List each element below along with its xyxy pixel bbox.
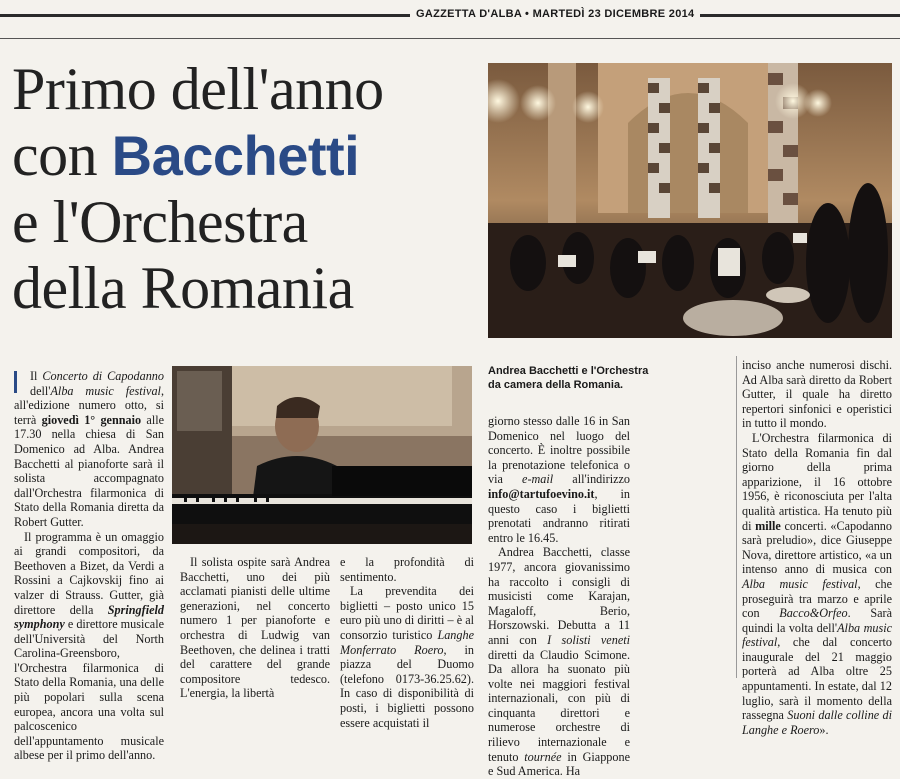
headline-line-2: con Bacchetti	[12, 122, 360, 188]
article-column-2	[180, 555, 330, 701]
article-column-4	[488, 414, 630, 779]
headline-line-4: della Romania	[12, 255, 354, 321]
article-column-1	[14, 369, 164, 763]
paragraph: Il solista ospite sarà Andrea Bacchetti, uno dei più acclamati pianisti delle ultime generazioni, nel concerto numero 1 per pianoforte e orchestra di Ludwig van Beethoven, che delinea i tratti del carattere del grande compositore tedesco. L'energia, la libertà	[180, 555, 330, 701]
paragraph: giorno stesso dalle 16 in San Domenico nel luogo del concerto. È inoltre possibile la prenotazione telefonica o via e-mail all'indirizzo info@tartufoevino.it, in questo caso i biglietti prenotati andranno ritirati entro le 16.45.	[488, 414, 630, 545]
paragraph: Andrea Bacchetti, classe 1977, ancora giovanissimo ha raccolto i consigli di musicisti come Karajan, Magaloff, Berio, Horszowski. Debutta a 11 anni con I solisti veneti diretti da Claudio Scimone. Da allora ha suonato più volte nei maggiori festival internazionali, con più di cinquanta direttori e numerose orchestre di rilievo internazionale e tenuto tournée in Giappone e Sud America. Ha	[488, 545, 630, 779]
paragraph: Il programma è un omaggio ai grandi compositori, da Beethoven a Bizet, da Verdi a Rossini a Cajkovskij fino ai valzer di Strauss. Gutter, già direttore della Springfield symphony e direttore musicale dell'Università del North Carolina-Greensboro, l'Orchestra filarmonica di Stato della Romania, una delle più popolari sulla scena europea, ancora una volta sul palcoscenico dell'appuntamento musicale albese per il primo dell'anno.	[14, 529, 164, 763]
paragraph: inciso anche numerosi dischi. Ad Alba sarà diretto da Robert Gutter, il quale ha diretto repertori sinfonici e operistici in tutto il mondo.	[742, 358, 892, 431]
article-column-5	[742, 358, 892, 737]
dropcap	[14, 371, 24, 393]
article-column-3	[340, 555, 474, 730]
pianist-photo	[172, 366, 472, 544]
paragraph: L'Orchestra filarmonica di Stato della Romania fin dal giorno della prima apparizione, il 16 ottobre 1956, è riconosciuta per l'alta qualità artistica. Ha tenuto più di mille concerti. «Capodanno sarà preludio», dice Giuseppe Nova, direttore artistico, «a un intenso anno di musica con Alba music festival, che proseguirà tra marzo e aprile con Bacco&Orfeo. Sarà quindi la volta dell'Alba music festival, che dal concerto inaugurale del 21 maggio porterà ad Alba oltre 25 appuntamenti. In estate, dal 12 luglio, sarà il momento della rassegna Suoni dalle colline di Langhe e Roero».	[742, 430, 892, 737]
header-masthead: GAZZETTA D'ALBA • MARTEDÌ 23 DICEMBRE 2014	[410, 8, 700, 20]
paragraph: Il Concerto di Capodanno dell'Alba music festival, all'edizione numero otto, si terrà giovedì 1° gennaio alle 17.30 nella chiesa di San Domenico ad Alba. Andrea Bacchetti al pianoforte sarà il solista accompagnato dall'Orchestra filarmonica di Stato della Romania diretta da Robert Gutter.	[14, 369, 165, 529]
header-rule-secondary	[0, 38, 900, 39]
headline-line-3: e l'Orchestra	[12, 189, 308, 255]
headline-accent: Bacchetti	[111, 124, 360, 187]
headline-line-1: Primo dell'anno	[12, 56, 384, 122]
headline	[12, 56, 472, 321]
orchestra-photo	[488, 63, 892, 338]
photo-caption: Andrea Bacchetti e l'Orchestra da camera della Romania.	[488, 365, 649, 391]
paragraph: e la profondità di sentimento.	[340, 555, 474, 584]
column-separator	[736, 356, 737, 678]
paragraph: La prevendita dei biglietti – posto unico 15 euro più uno di diritti – è al consorzio turistico Langhe Monferrato Roero, in piazza del Duomo (telefono 0173-36.25.62). In caso di disponibilità di posti, i biglietti possono essere acquistati il	[340, 584, 474, 730]
